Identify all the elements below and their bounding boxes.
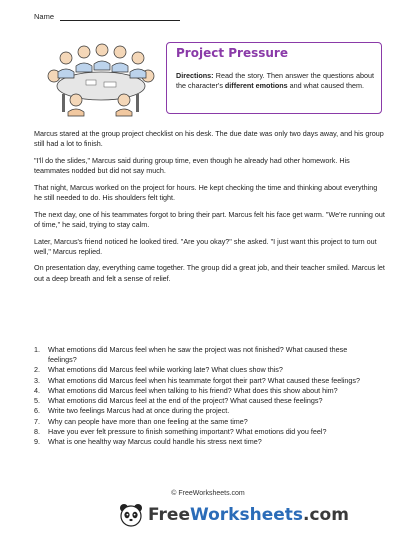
- question-number: 2.: [34, 365, 40, 375]
- question-number: 9.: [34, 436, 40, 446]
- page-title: Project Pressure: [176, 46, 288, 60]
- story-paragraph: On presentation day, everything came together. The group did a great job, and their teacher smiled. Marcus let out a deep breath and felt a sense of relief.: [34, 263, 385, 283]
- brand-part-worksheets: Worksheets: [189, 505, 304, 525]
- question-item: [34, 345, 374, 365]
- panda-logo-icon: [118, 502, 144, 528]
- question-text: What emotions did Marcus feel while working late? What clues show this?: [48, 365, 283, 375]
- question-text: What emotions did Marcus feel at the end of the project? What caused these feelings?: [48, 396, 323, 406]
- directions-label: Directions:: [176, 71, 214, 80]
- footer-logo[interactable]: [118, 502, 349, 528]
- question-item: [34, 386, 374, 396]
- question-text: What is one healthy way Marcus could handle his stress next time?: [48, 436, 262, 446]
- question-text: What emotions did Marcus feel when his teammate forgot their part? What caused these feelings?: [48, 375, 361, 385]
- question-item: [34, 406, 374, 416]
- question-item: [34, 417, 374, 427]
- brand-part-free: Free: [148, 505, 190, 525]
- question-item: [34, 437, 374, 447]
- footer-brand: [148, 505, 349, 525]
- question-item: [34, 427, 374, 437]
- question-text: Write two feelings Marcus had at once during the project.: [48, 406, 230, 416]
- question-list: [34, 345, 374, 447]
- story-paragraph: Later, Marcus's friend noticed he looked tired. "Are you okay?" she asked. "I just want this project to turn out well," Marcus replied.: [34, 236, 377, 256]
- question-number: 8.: [34, 426, 40, 436]
- story-paragraph: The next day, one of his teammates forgot to bring their part. Marcus felt his face get warm. "We're running out of time," he said, trying to stay calm.: [34, 209, 385, 230]
- question-text: Why can people have more than one feeling at the same time?: [48, 416, 248, 426]
- question-item: [34, 376, 374, 386]
- question-text: Have you ever felt pressure to finish something important? What emotions did you feel?: [48, 426, 327, 436]
- question-text: What emotions did Marcus feel when he saw the project was not finished? What caused these feelings?: [48, 345, 348, 365]
- directions-bold-phrase: different emotions: [224, 81, 288, 91]
- group-meeting-illustration: [36, 36, 166, 118]
- question-number: 7.: [34, 416, 40, 426]
- question-number: 6.: [34, 406, 40, 416]
- name-line[interactable]: [60, 12, 180, 21]
- directions-body-2: and what caused them.: [287, 81, 364, 91]
- name-label: Name: [34, 12, 55, 21]
- question-number: 3.: [34, 375, 40, 385]
- name-field[interactable]: [34, 12, 180, 21]
- question-number: 1.: [34, 345, 40, 354]
- footer-url[interactable]: © FreeWorksheets.com: [171, 490, 245, 497]
- directions-body-1: Read the story. Then answer the questions about the character's: [176, 71, 374, 91]
- story-passage: [34, 129, 386, 290]
- story-paragraph: That night, Marcus worked on the project for hours. He kept checking the time and thinking about everything he still needed to do. His shoulders felt tight.: [34, 182, 378, 203]
- question-item: [34, 396, 374, 406]
- brand-part-com: .com: [303, 505, 349, 525]
- question-number: 4.: [34, 385, 40, 395]
- story-paragraph: Marcus stared at the group project checklist on his desk. The due date was only two days away, and his group still had a lot to finish.: [34, 129, 384, 149]
- story-paragraph: "I'll do the slides," Marcus said during group time, even though he already had other homework. His teammates nodded but did not say much.: [34, 155, 350, 176]
- directions-text: [176, 71, 374, 92]
- question-number: 5.: [34, 396, 40, 406]
- question-item: [34, 365, 374, 375]
- question-text: What emotions did Marcus feel when talking to his friend? What does this show about him?: [48, 385, 338, 395]
